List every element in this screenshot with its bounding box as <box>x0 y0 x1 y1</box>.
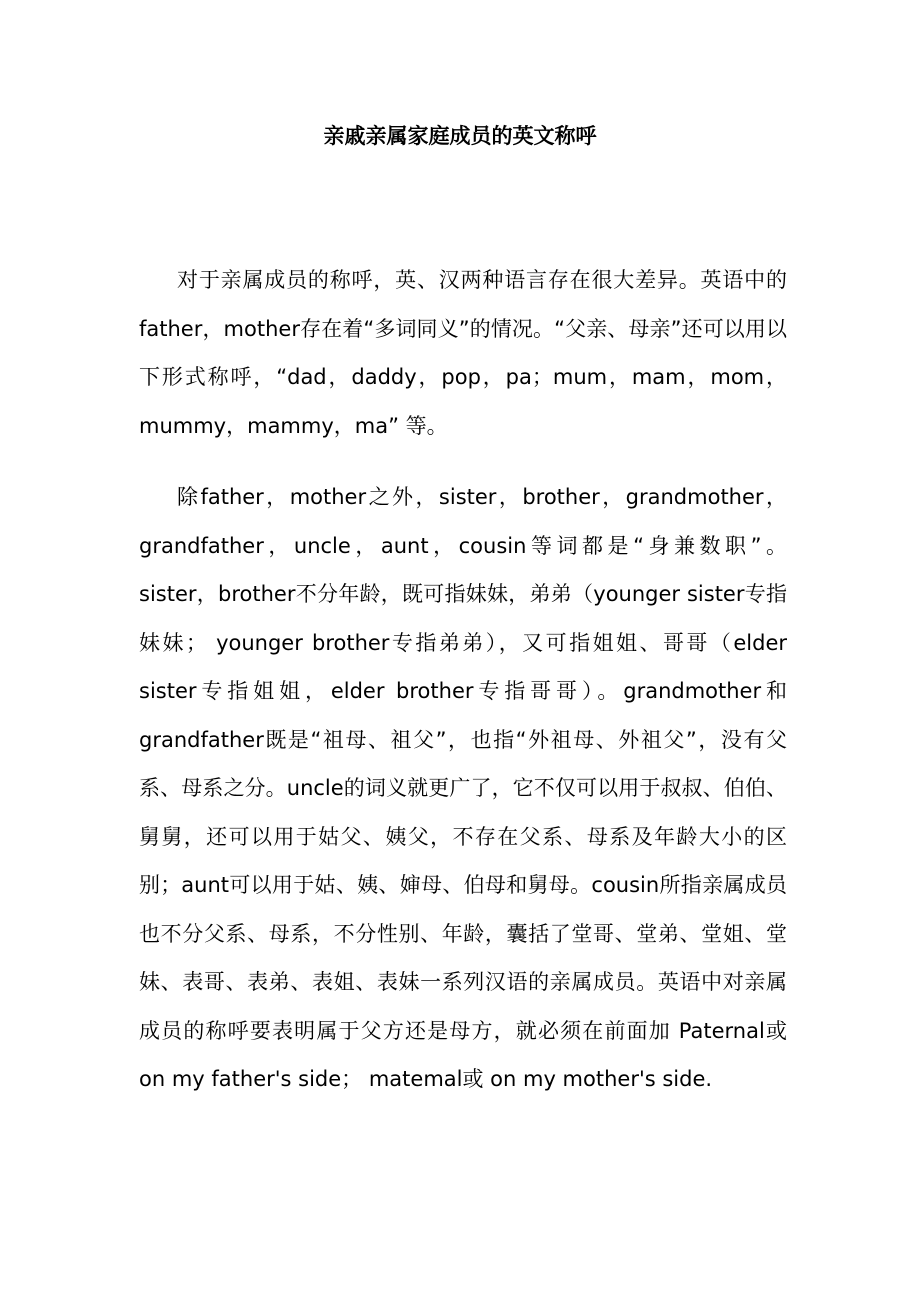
document-title: 亲戚亲属家庭成员的英文称呼 <box>323 124 597 148</box>
paragraph-1: 对于亲属成员的称呼，英、汉两种语言存在很大差异。英语中的father，mother存在着“多词同义”的情况。“父亲、母亲”还可以用以下形式称呼，“dad，daddy，pop，pa；mum，mam，mom，mummy，mammy，ma” 等。 <box>139 268 787 438</box>
paragraph-2: 除father，mother之外，sister，brother，grandmother，grandfather，uncle，aunt，cousin等词都是“身兼数职”。sister，brother不分年龄，既可指妹妹，弟弟（younger sister专指妹妹； younger brother专指弟弟），又可指姐姐、哥哥（elder sister专指姐姐，elder brother专指哥哥）。grandmother和grandfather既是“祖母、祖父”，也指“外祖母、外祖父”，没有父系、母系之分。uncle的词义就更广了，它不仅可以用于叔叔、伯伯、舅舅，还可以用于姑父、姨父，不存在父系、母系及年龄大小的区别；aunt可以用于姑、姨、婶母、伯母和舅母。cousin所指亲属成员也不分父系、母系，不分性别、年龄，囊括了堂哥、堂弟、堂姐、堂妹、表哥、表弟、表姐、表妹一系列汉语的亲属成员。英语中对亲属成员的称呼要表明属于父方还是母方，就必须在前面加 Paternal或 on my father's side； matemal或 on my mother's side. <box>139 485 787 1091</box>
